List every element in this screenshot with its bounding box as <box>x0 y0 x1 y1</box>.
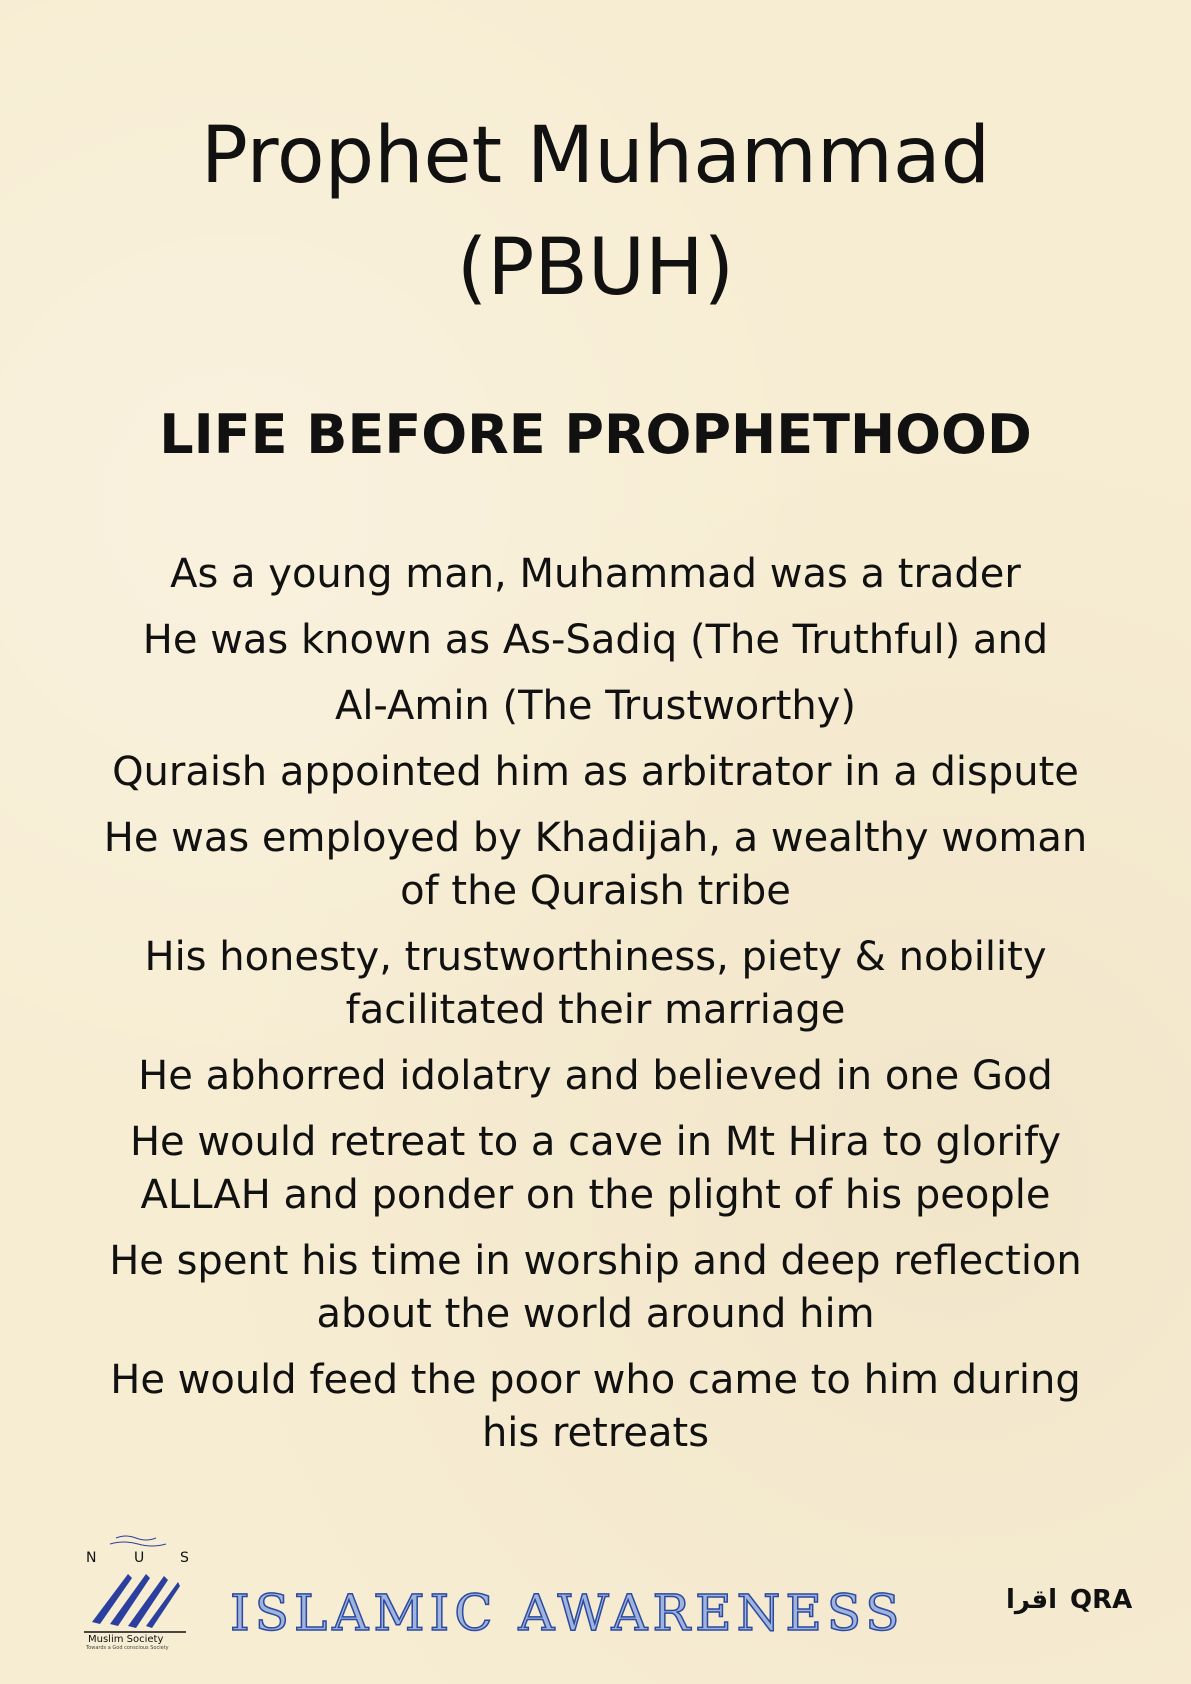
section-heading: LIFE BEFORE PROPHETHOOD <box>159 403 1032 466</box>
logo-swoosh-icon <box>92 1574 180 1628</box>
fact-item <box>60 548 1131 601</box>
fact-line: Al-Amin (The Trustworthy) <box>334 683 857 729</box>
fact-item <box>60 1050 1131 1103</box>
fact-line: He would retreat to a cave in Mt Hira to glorify <box>129 1119 1062 1165</box>
fact-line: As a young man, Muhammad was a trader <box>170 551 1021 597</box>
fact-line: He spent his time in worship and deep reflection <box>109 1238 1082 1284</box>
fact-item <box>60 680 1131 733</box>
iqra-arabic-mark: اقرا <box>1006 1585 1058 1615</box>
nus-muslim-society-logo <box>80 1530 198 1650</box>
fact-line: ALLAH and ponder on the plight of his people <box>140 1172 1051 1218</box>
fact-item <box>60 1116 1131 1222</box>
fact-item <box>60 931 1131 1037</box>
fact-line: He would feed the poor who came to him during <box>110 1357 1081 1403</box>
fact-line: Quraish appointed him as arbitrator in a dispute <box>112 749 1079 795</box>
logo-letter-n: N <box>86 1550 97 1566</box>
fact-item <box>60 1354 1131 1460</box>
fact-line: his retreats <box>481 1410 710 1456</box>
iqra-logo <box>1006 1578 1133 1618</box>
logo-script-mark <box>110 1536 166 1546</box>
logo-letter-u: U <box>134 1550 145 1566</box>
islamic-awareness-banner: ISLAMIC AWARENESS <box>230 1584 905 1642</box>
fact-line: facilitated their marriage <box>345 987 846 1033</box>
fact-list <box>60 548 1131 1473</box>
fact-line: of the Quraish tribe <box>400 868 791 914</box>
title-line-2: (PBUH) <box>456 223 735 313</box>
fact-item <box>60 1235 1131 1341</box>
fact-line: about the world around him <box>316 1291 875 1337</box>
logo-tagline: Towards a God conscious Society <box>86 1645 169 1651</box>
fact-line: He was employed by Khadijah, a wealthy woman <box>103 815 1088 861</box>
fact-item <box>60 614 1131 667</box>
iqra-latin-mark: QRA <box>1070 1585 1133 1615</box>
fact-item <box>60 746 1131 799</box>
fact-line: His honesty, trustworthiness, piety & nobility <box>144 934 1047 980</box>
fact-line: He was known as As-Sadiq (The Truthful) and <box>142 617 1049 663</box>
page-title <box>0 100 1191 324</box>
fact-line: He abhorred idolatry and believed in one God <box>138 1053 1053 1099</box>
title-line-1: Prophet Muhammad <box>200 111 991 201</box>
logo-society-name: Muslim Society <box>88 1634 164 1645</box>
logo-letter-s: S <box>180 1550 189 1566</box>
fact-item <box>60 812 1131 918</box>
